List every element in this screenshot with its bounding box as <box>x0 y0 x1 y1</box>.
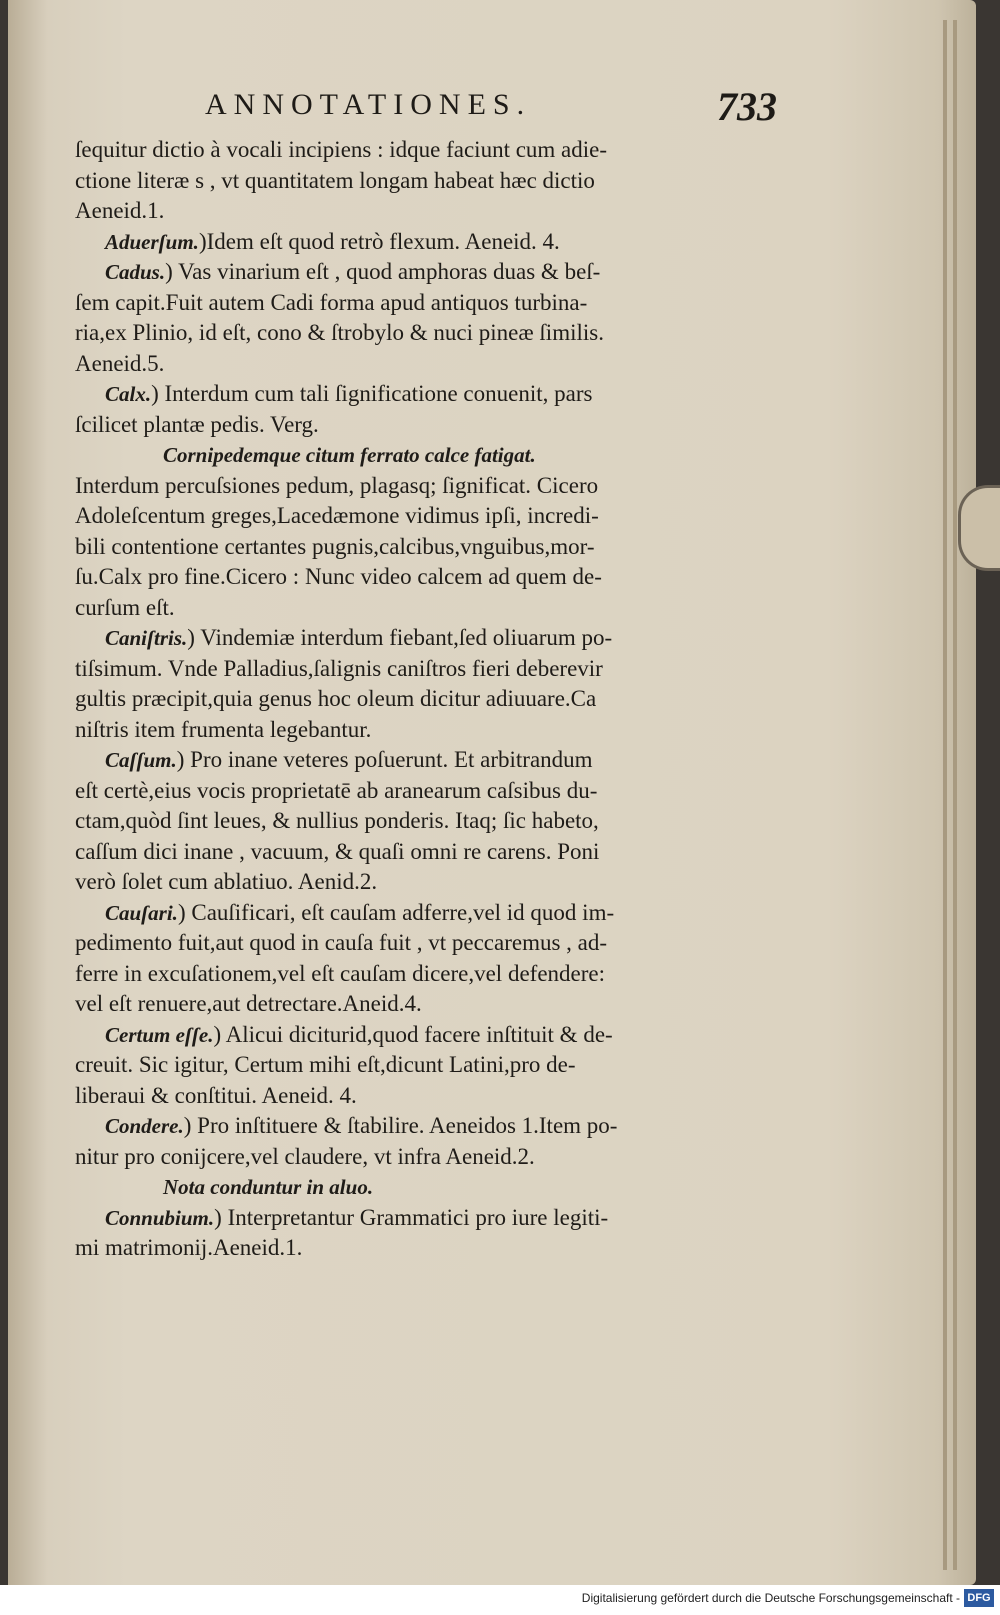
line-text: ) Interdum cum tali ſignificatione conuenit, pars <box>151 381 593 406</box>
text-line <box>75 501 795 532</box>
text-line <box>75 227 795 258</box>
line-text: verò ſolet cum ablatiuo. Aenid.2. <box>75 869 378 894</box>
text-line <box>75 410 795 441</box>
line-text: bili contentione certantes pugnis,calcibus,vnguibus,mor- <box>75 533 595 559</box>
page-edge <box>943 20 947 1570</box>
page-edge <box>953 20 957 1570</box>
line-text: gultis præcipit,quia genus hoc oleum dicitur adiuuare.Ca <box>75 686 597 711</box>
line-text: curſum eſt. <box>75 594 175 620</box>
text-line <box>75 1233 795 1264</box>
line-text: eſt certè,eius vocis proprietatē ab aranearum caſsibus du- <box>75 777 598 803</box>
line-text: Adoleſcentum greges,Lacedæmone vidimus ipſi, incredi- <box>75 503 599 528</box>
line-text: ) Pro inane veteres poſuerunt. Et arbitrandum <box>176 747 593 772</box>
line-text: ) Pro inſtituere & ſtabilire. Aeneidos 1.Item po- <box>183 1113 618 1138</box>
text-line <box>75 1172 795 1203</box>
line-text: ſu.Calx pro fine.Cicero : Nunc video calcem ad quem de- <box>75 564 602 589</box>
running-head: ANNOTATIONES. <box>205 88 532 121</box>
text-line <box>75 1111 795 1142</box>
clasp <box>958 485 1000 571</box>
lemma: Condere. <box>105 1114 184 1138</box>
text-line <box>75 1081 795 1112</box>
line-text: Aeneid.5. <box>75 350 165 376</box>
footer-credit: Digitalisierung gefördert durch die Deutsche Forschungsgemeinschaft - <box>581 1591 960 1605</box>
text-line <box>75 318 795 349</box>
line-text: pedimento fuit,aut quod in cauſa fuit , vt peccaremus , ad- <box>75 930 608 955</box>
text-line <box>75 1050 795 1081</box>
line-text: ) Interpretantur Grammatici pro iure legiti- <box>214 1204 609 1230</box>
body-text <box>75 135 795 1264</box>
text-line <box>75 288 795 319</box>
line-text: Interdum percuſsiones pedum, plagasq; ſignificat. Cicero <box>75 472 599 498</box>
text-line <box>75 166 795 197</box>
line-text: ferre in excuſationem,vel eſt cauſam dicere,vel defendere: <box>75 960 605 986</box>
line-text: )Idem eſt quod retrò flexum. Aeneid. 4. <box>198 228 560 254</box>
line-text: Cornipedemque citum ferrato calce fatigat. <box>163 443 536 467</box>
line-text: ria,ex Plinio, id eſt, cono & ſtrobylo & nuci pineæ ſimilis. <box>75 320 604 345</box>
line-text: vel eſt renuere,aut detrectare.Aneid.4. <box>75 991 422 1016</box>
text-line <box>75 776 795 807</box>
lemma: Connubium. <box>105 1205 215 1230</box>
line-text: ctione literæ s , vt quantitatem longam habeat hæc dictio <box>75 167 595 193</box>
text-line <box>75 1020 795 1051</box>
line-text: ſem capit.Fuit autem Cadi forma apud antiquos turbina- <box>75 289 588 315</box>
text-line <box>75 349 795 380</box>
footer <box>0 1585 1000 1615</box>
lemma: Cauſari. <box>105 900 178 925</box>
text-line <box>75 379 795 410</box>
text-line <box>75 745 795 776</box>
text-line <box>75 715 795 746</box>
text-line <box>75 135 795 166</box>
line-text: creuit. Sic igitur, Certum mihi eſt,dicunt Latini,pro de- <box>75 1052 576 1077</box>
line-text: ) Cauſificari, eſt cauſam adferre,vel id quod im- <box>177 899 615 925</box>
line-text: ſcilicet plantæ pedis. Verg. <box>75 411 319 437</box>
text-line <box>75 1203 795 1234</box>
text-line <box>75 196 795 227</box>
line-text: Nota conduntur in aluo. <box>163 1175 374 1199</box>
line-text: tiſsimum. Vnde Palladius,ſalignis caniſtros fieri deberevir <box>75 655 603 681</box>
line-text: ctam,quòd ſint leues, & nullius ponderis. Itaq; ſic habeto, <box>75 808 599 833</box>
line-text: ) Vindemiæ interdum fiebant,ſed oliuarum po- <box>187 625 613 650</box>
lemma: Aduerſum. <box>105 229 199 254</box>
page-number: 733 <box>717 84 777 129</box>
text-line <box>75 684 795 715</box>
dfg-logo: DFG <box>964 1589 994 1607</box>
text-line <box>75 623 795 654</box>
line-text: ſequitur dictio à vocali incipiens : idque faciunt cum adie- <box>75 137 608 162</box>
line-text: ) Alicui diciturid,quod facere inſtituit & de- <box>213 1021 613 1047</box>
lemma: Caniſtris. <box>105 626 188 650</box>
text-line <box>75 1142 795 1173</box>
text-line <box>75 898 795 929</box>
text-line <box>75 593 795 624</box>
line-text: Aeneid.1. <box>75 198 165 223</box>
text-line <box>75 867 795 898</box>
text-line <box>75 959 795 990</box>
text-line <box>75 440 795 471</box>
text-line <box>75 806 795 837</box>
lemma: Calx. <box>105 382 152 406</box>
line-text: niſtris item frumenta legebantur. <box>75 716 372 742</box>
text-line <box>75 654 795 685</box>
text-line <box>75 471 795 502</box>
line-text: nitur pro conijcere,vel claudere, vt infra Aeneid.2. <box>75 1143 535 1169</box>
text-line <box>75 928 795 959</box>
text-line <box>75 989 795 1020</box>
lemma: Cadus. <box>105 260 166 284</box>
lemma: Certum eſſe. <box>105 1022 214 1047</box>
line-text: mi matrimonij.Aeneid.1. <box>75 1235 303 1260</box>
page-header <box>205 84 805 129</box>
text-line <box>75 257 795 288</box>
line-text: liberaui & conſtitui. Aeneid. 4. <box>75 1082 357 1108</box>
text-line <box>75 837 795 868</box>
line-text: caſſum dici inane , vacuum, & quaſi omni re carens. Poni <box>75 838 600 864</box>
text-line <box>75 532 795 563</box>
text-line <box>75 562 795 593</box>
lemma: Caſſum. <box>105 748 177 772</box>
line-text: ) Vas vinarium eſt , quod amphoras duas & beſ- <box>165 259 601 284</box>
